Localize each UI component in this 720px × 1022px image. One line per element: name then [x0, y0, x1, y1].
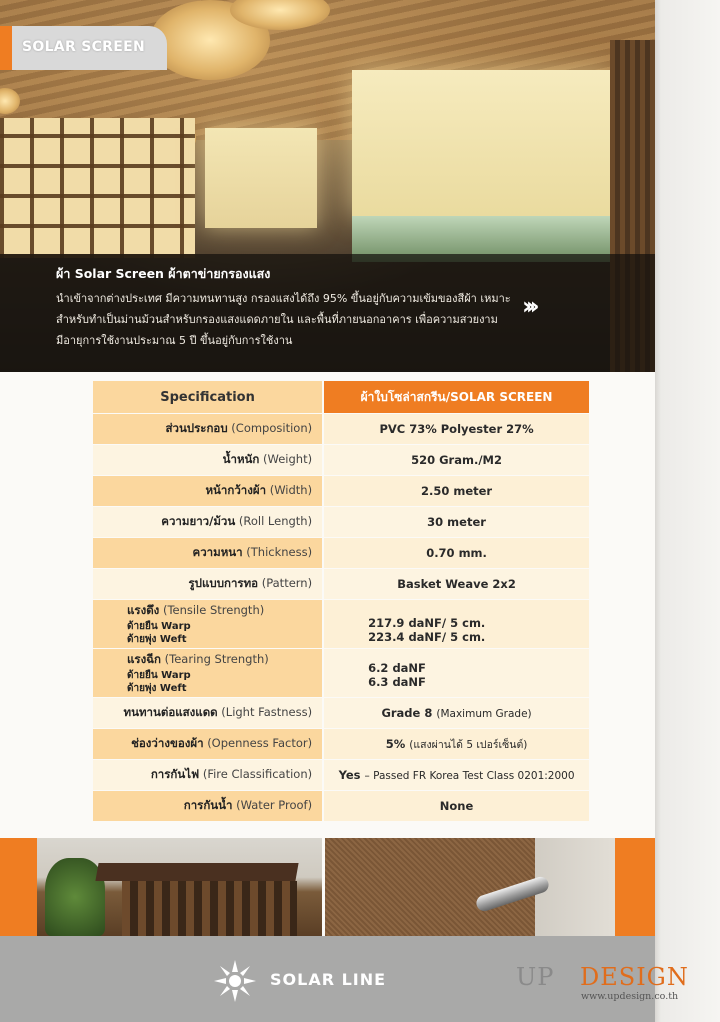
row-value-cell: [324, 791, 589, 821]
row-label-th: ส่วนประกอบ: [165, 421, 228, 435]
row-value-note: (แสงผ่านได้ 5 เปอร์เซ็นต์): [409, 738, 528, 751]
table-row: [93, 476, 589, 506]
row-label-en: (Width): [269, 483, 313, 497]
row-value: None: [439, 799, 474, 813]
row-value: 2.50 meter: [420, 484, 493, 498]
hero-photo: [0, 0, 655, 372]
table-row: [93, 698, 589, 728]
row-value-cell: [324, 760, 589, 790]
row-value-cell: [324, 600, 589, 648]
row-label-en: (Pattern): [261, 576, 313, 590]
row-value-cell: [324, 649, 589, 697]
row-value-cell: [324, 445, 589, 475]
row-value-cell: [324, 414, 589, 444]
row-label: [93, 791, 322, 821]
intro-title: ผ้า Solar Screen ผ้าตาข่ายกรองแสง: [56, 266, 271, 281]
watermark-url: www.updesign.co.th: [581, 991, 679, 1002]
roller-blind: [352, 70, 610, 216]
spec-table-header: [93, 381, 589, 413]
row-value-weft: 6.3 daNF: [368, 675, 426, 689]
row-label-en: (Tearing Strength): [164, 652, 269, 666]
page-margin: [655, 0, 720, 1022]
row-value: 30 meter: [427, 515, 486, 529]
row-label: [93, 445, 322, 475]
sun-icon: [212, 958, 258, 1004]
row-value: 5%: [385, 736, 406, 751]
row-value-weft: 223.4 daNF/ 5 cm.: [368, 630, 486, 644]
roller-blind: [205, 128, 317, 228]
fabric-roll-photo: [325, 838, 615, 936]
row-label-en: (Roll Length): [238, 514, 313, 528]
watermark-up: UP: [516, 963, 555, 991]
row-value-cell: [324, 538, 589, 568]
row-value-cell: [324, 569, 589, 599]
row-value: 520 Gram./M2: [411, 453, 502, 467]
display-shelf: [0, 118, 195, 258]
row-label-th: ความหนา: [192, 545, 243, 559]
row-label: [93, 760, 322, 790]
row-label-en: (Openness Factor): [207, 736, 313, 750]
row-value: PVC 73% Polyester 27%: [379, 422, 534, 436]
row-value-note: (Maximum Grade): [436, 708, 532, 720]
row-sub-warp: ด้ายยืน Warp: [127, 670, 191, 681]
row-value: Yes: [338, 768, 361, 782]
row-label-en: (Tensile Strength): [162, 603, 265, 617]
tree: [45, 858, 105, 936]
row-value: Grade 8: [381, 706, 433, 720]
row-value-cell: [324, 476, 589, 506]
pavilion-roof: [95, 863, 298, 881]
row-value-note: – Passed FR Korea Test Class 0201:2000: [364, 770, 575, 782]
header-spec: Specification: [93, 381, 322, 413]
row-label-th: การกันไฟ: [150, 767, 200, 781]
row-label-en: (Weight): [263, 452, 313, 466]
row-label-th: การกันน้ำ: [183, 798, 233, 812]
table-row: [93, 791, 589, 821]
orange-accent-block: [615, 838, 655, 936]
spec-table: [93, 381, 589, 821]
row-value-cell: [324, 698, 589, 728]
row-label-th: ช่องว่างของผ้า: [131, 736, 204, 750]
table-row: [93, 649, 589, 697]
table-row: [93, 538, 589, 568]
section-tab: [0, 26, 167, 70]
row-label: [93, 476, 322, 506]
row-value-warp: 217.9 daNF/ 5 cm.: [368, 616, 486, 630]
row-label-en: (Light Fastness): [221, 705, 313, 719]
fabric-texture: [325, 838, 535, 936]
row-label: [93, 600, 322, 648]
row-label: [93, 507, 322, 537]
row-label-th: รูปแบบการทอ: [188, 576, 259, 590]
row-value-cell: [324, 729, 589, 759]
orange-accent-block: [0, 838, 37, 936]
watermark-design: DESIGN: [580, 963, 689, 991]
row-label: [93, 569, 322, 599]
row-sub-weft: ด้ายพุ่ง Weft: [127, 683, 187, 694]
table-row: [93, 729, 589, 759]
row-label: [93, 649, 322, 697]
row-label: [93, 729, 322, 759]
tab-accent-bar: [0, 26, 12, 70]
row-value-warp: 6.2 daNF: [368, 661, 426, 675]
row-value-cell: [324, 507, 589, 537]
row-sub-warp: ด้ายยืน Warp: [127, 621, 191, 632]
header-product: ผ้าใบโซล่าสกรีน/SOLAR SCREEN: [324, 381, 589, 413]
footer-brand: SOLAR LINE: [270, 970, 387, 989]
intro-band: [0, 254, 655, 372]
row-sub-weft: ด้ายพุ่ง Weft: [127, 634, 187, 645]
row-label-en: (Fire Classification): [202, 767, 313, 781]
section-tab-label: SOLAR SCREEN: [22, 39, 145, 55]
row-label-th: หน้ากว้างผ้า: [205, 483, 267, 497]
row-label-en: (Water Proof): [236, 798, 313, 812]
table-row: [93, 414, 589, 444]
pavilion-photo: [37, 838, 322, 936]
table-row: [93, 445, 589, 475]
row-label-th: ความยาว/ม้วน: [161, 514, 236, 528]
row-label-en: (Composition): [231, 421, 313, 435]
row-label-th: แรงดึง: [127, 603, 160, 617]
row-label-en: (Thickness): [246, 545, 313, 559]
pavilion-screens: [122, 881, 297, 936]
row-label: [93, 414, 322, 444]
row-label-th: ทนทานต่อแสงแดด: [123, 705, 218, 719]
double-chevron-right-icon: ›››: [522, 292, 534, 320]
table-row: [93, 569, 589, 599]
row-label-th: แรงฉีก: [127, 652, 162, 666]
table-row: [93, 507, 589, 537]
row-value: Basket Weave 2x2: [397, 577, 516, 591]
intro-body: นำเข้าจากต่างประเทศ มีความทนทานสูง กรองแสงได้ถึง 95% ขึ้นอยู่กับความเข้มของสีผ้า เหมาะสำหรับทำเป็นม่านม้วนสำหรับกรองแสงแดดภายใน และพื้นที่ภายนอกอาคาร เพื่อความสวยงาม มีอายุการใช้งานประมาณ 5 ปี ขึ้นอยู่กับการใช้งาน: [56, 292, 511, 347]
row-label: [93, 698, 322, 728]
row-value: 0.70 mm.: [426, 546, 487, 560]
table-row: [93, 600, 589, 648]
row-label: [93, 538, 322, 568]
table-row: [93, 760, 589, 790]
row-label-th: น้ำหนัก: [222, 452, 260, 466]
